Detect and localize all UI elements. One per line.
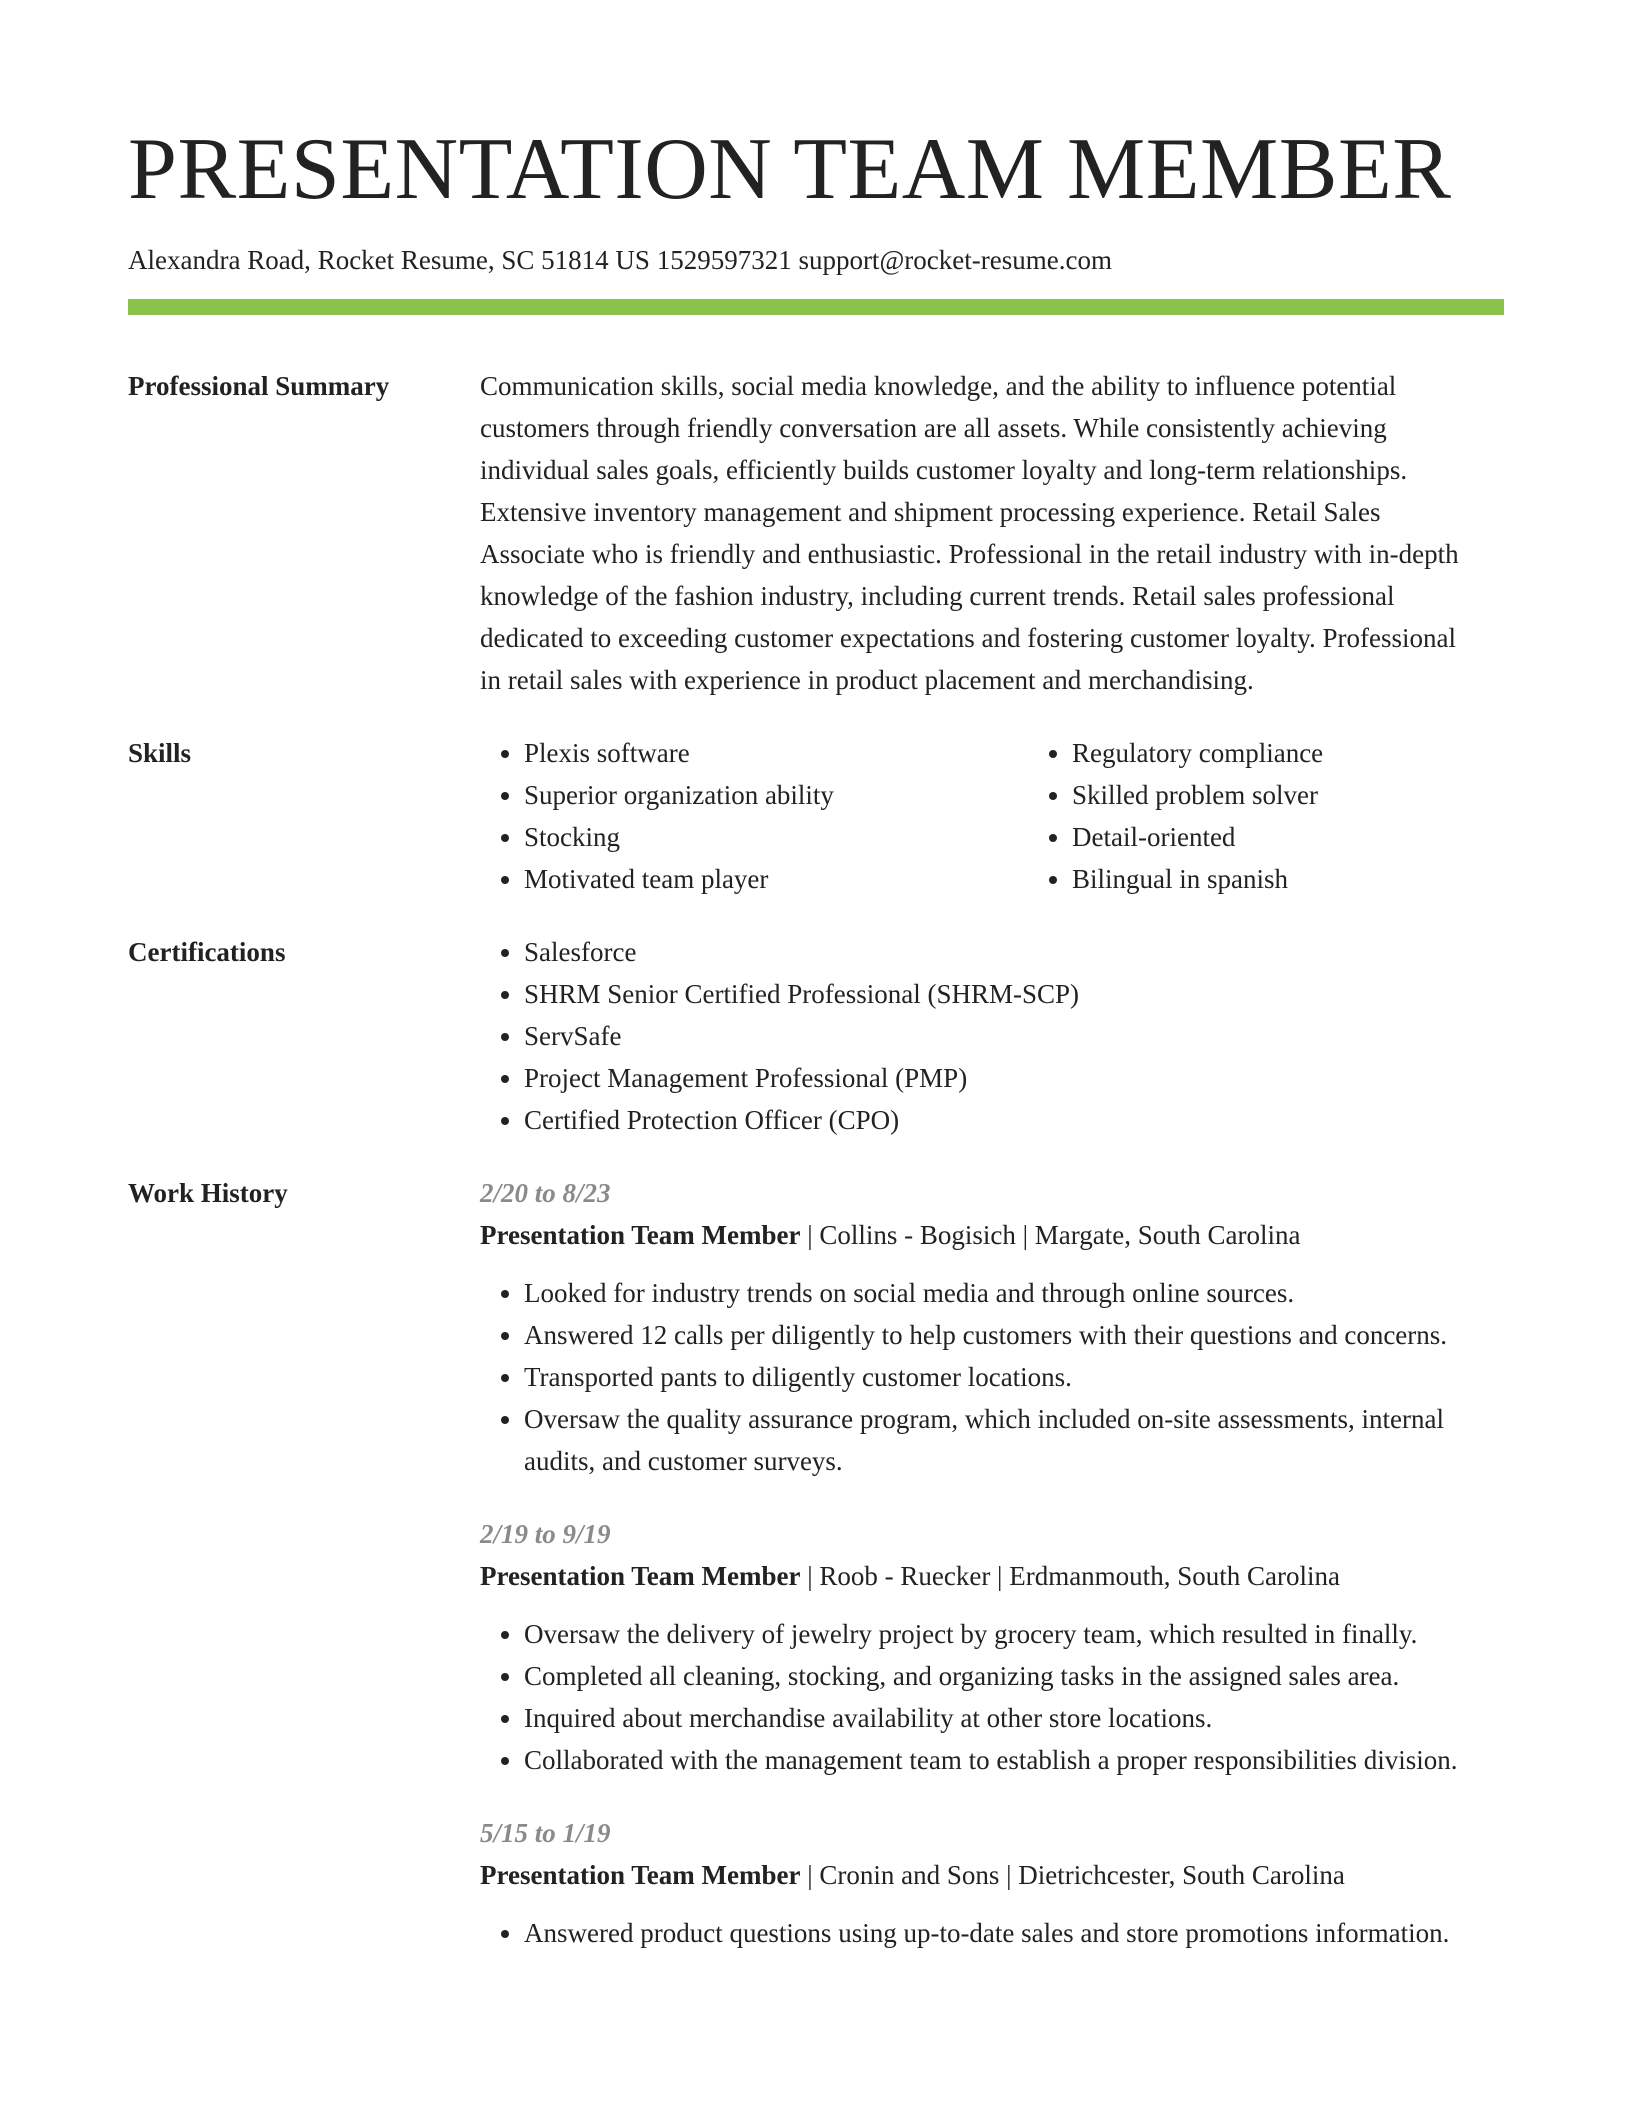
contact-line: Alexandra Road, Rocket Resume, SC 51814 US 1529597321 support@rocket-resume.com — [128, 245, 1112, 275]
job-bullets — [480, 1272, 1504, 1482]
skill-item: • Bilingual in spanish — [1072, 858, 1532, 900]
skills-label: Skills — [128, 738, 192, 768]
job-bullet: • Answered 12 calls per diligently to help customers with their questions and concerns. — [524, 1314, 1504, 1356]
skills-body — [480, 732, 1504, 900]
certification-item: • Project Management Professional (PMP) — [524, 1057, 1504, 1099]
skills-list-left — [480, 732, 984, 900]
work-history-body — [480, 1172, 1504, 1954]
job-bullet: • Answered product questions using up-to-date sales and store promotions information. — [524, 1912, 1504, 1954]
job-bullets — [480, 1613, 1504, 1781]
job-details: | Cronin and Sons | Dietrichcester, South Carolina — [800, 1860, 1345, 1890]
accent-divider — [128, 299, 1504, 315]
certifications-list — [480, 931, 1504, 1141]
certifications-label: Certifications — [128, 937, 286, 967]
skill-item: • Plexis software — [524, 732, 984, 774]
skills-section — [128, 732, 1504, 900]
skill-item: • Detail-oriented — [1072, 816, 1532, 858]
job-bullet: • Inquired about merchandise availability at other store locations. — [524, 1697, 1504, 1739]
job-bullets — [480, 1912, 1504, 1954]
job-title: Presentation Team Member — [480, 1561, 801, 1591]
job-bullet: • Looked for industry trends on social media and through online sources. — [524, 1272, 1504, 1314]
skills-list-right — [1028, 732, 1532, 900]
job-entry — [480, 1172, 1504, 1482]
summary-label: Professional Summary — [128, 371, 390, 401]
job-heading — [480, 1854, 1504, 1896]
job-bullet: • Collaborated with the management team to establish a proper responsibilities division. — [524, 1739, 1504, 1781]
job-dates: 5/15 to 1/19 — [480, 1818, 611, 1848]
job-title: Presentation Team Member — [480, 1220, 801, 1250]
skill-item: • Motivated team player — [524, 858, 984, 900]
resume-title: PRESENTATION TEAM MEMBER — [128, 121, 1452, 218]
job-entry — [480, 1812, 1504, 1954]
summary-body — [480, 365, 1504, 701]
certification-item: • Certified Protection Officer (CPO) — [524, 1099, 1504, 1141]
job-bullet: • Transported pants to diligently customer locations. — [524, 1356, 1504, 1398]
certification-item: • ServSafe — [524, 1015, 1504, 1057]
certification-item: • SHRM Senior Certified Professional (SHRM-SCP) — [524, 973, 1504, 1015]
job-entry — [480, 1513, 1504, 1781]
certification-item: • Salesforce — [524, 931, 1504, 973]
skill-item: • Regulatory compliance — [1072, 732, 1532, 774]
certifications-body — [480, 931, 1504, 1141]
job-bullet: • Oversaw the quality assurance program, which included on-site assessments, internal audits, and customer surveys. — [524, 1398, 1504, 1482]
job-title: Presentation Team Member — [480, 1860, 801, 1890]
work-history-label: Work History — [128, 1178, 288, 1208]
skill-item: • Stocking — [524, 816, 984, 858]
resume-page — [128, 0, 1504, 1954]
job-details: | Roob - Ruecker | Erdmanmouth, South Carolina — [800, 1561, 1340, 1591]
skill-item: • Skilled problem solver — [1072, 774, 1532, 816]
job-details: | Collins - Bogisich | Margate, South Carolina — [800, 1220, 1301, 1250]
job-bullet: • Oversaw the delivery of jewelry project by grocery team, which resulted in finally. — [524, 1613, 1504, 1655]
summary-text: Communication skills, social media knowledge, and the ability to influence potential customers through friendly conversation are all assets. While consistently achieving individual sales goals, efficiently builds customer loyalty and long-term relationships. Extensive inventory management and shipment processing experience. Retail Sales Associate who is friendly and enthusiastic. Professional in the retail industry with in-depth knowledge of the fashion industry, including current trends. Retail sales professional dedicated to exceeding customer expectations and fostering customer loyalty. Professional in retail sales with experience in product placement and merchandising. — [480, 371, 1459, 695]
job-heading — [480, 1555, 1504, 1597]
job-bullet: • Completed all cleaning, stocking, and organizing tasks in the assigned sales area. — [524, 1655, 1504, 1697]
work-history-section — [128, 1172, 1504, 1954]
job-dates: 2/20 to 8/23 — [480, 1178, 611, 1208]
job-dates: 2/19 to 9/19 — [480, 1519, 611, 1549]
certifications-section — [128, 931, 1504, 1141]
summary-section — [128, 365, 1504, 701]
job-heading — [480, 1214, 1504, 1256]
skill-item: • Superior organization ability — [524, 774, 984, 816]
